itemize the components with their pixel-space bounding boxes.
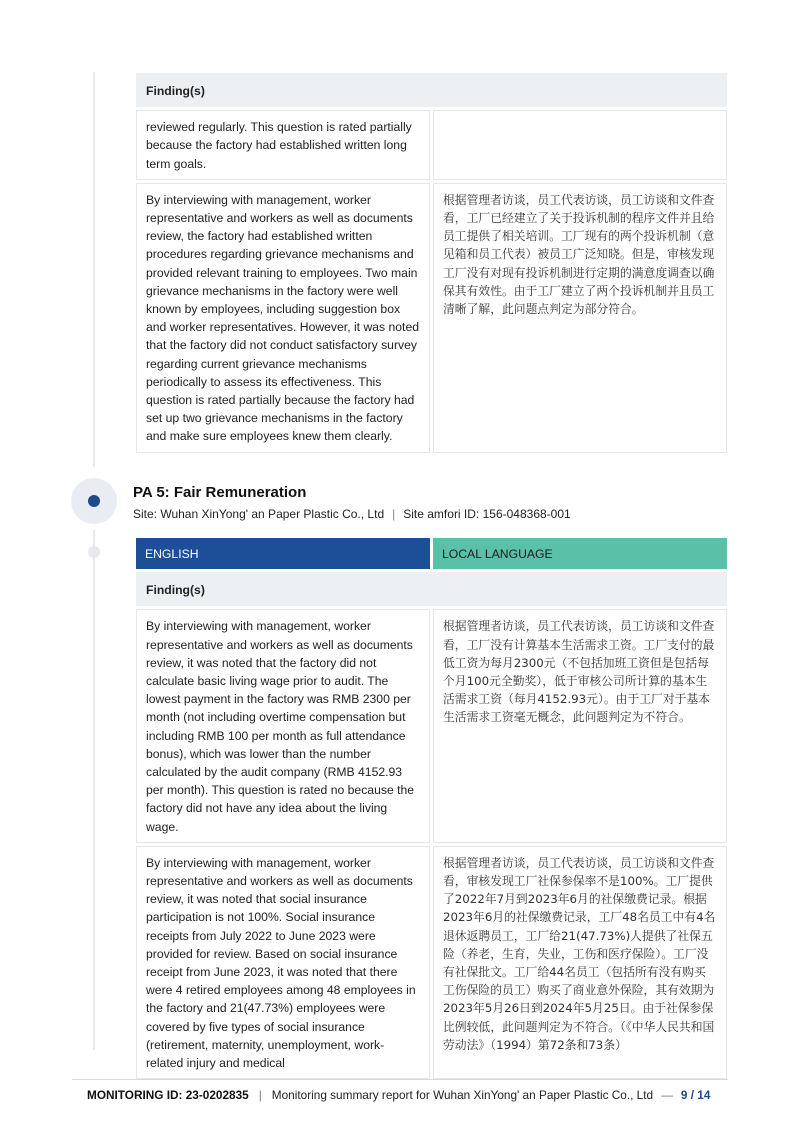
finding-en: By interviewing with management, worker representative and workers as well as documents review, the factory had established written procedures regarding grievance mechanisms and provided relevant training to employees. Two main grievance mechanisms in the factory were well known by employees, including suggestion box and worker representatives. However, it was noted that the factory did not conduct satisfactory survey regarding current grievance mechanisms periodically to assess its effectiveness. This question is rated partially because the factory had set up two grievance mechanisms in the factory and make sure employees knew them clearly. bbox=[136, 183, 430, 453]
timeline-dot-icon bbox=[88, 546, 100, 558]
monitoring-id: MONITORING ID: 23-0202835 bbox=[87, 1088, 249, 1102]
site-info bbox=[133, 507, 571, 521]
finding-local: 根据管理者访谈，员工代表访谈，员工访谈和文件查看，审核发现工厂社保参保率不是100%。工厂提供了2022年7月到2023年6月的社保缴费记录。根据2023年6月的社保缴费记录，工厂48名员工中有4名退休返聘员工，工厂给21(47.73%)人提供了社保五险（养老，生育，失业，工伤和医疗保险）。工厂没有社保批文。工厂给44名员工（包括所有没有购买工伤保险的员工）购买了商业意外保险，其有效期为2023年5月26日到2024年5月25日。由于社保参保比例较低，此问题判定为不符合。（《中华人民共和国劳动法》（1994）第72条和73条） bbox=[433, 846, 727, 1079]
section-title: PA 5: Fair Remuneration bbox=[133, 484, 307, 501]
table-row bbox=[136, 73, 727, 107]
finding-local bbox=[433, 110, 727, 180]
table-row bbox=[136, 609, 727, 842]
site-name: Site: Wuhan XinYong' an Paper Plastic Co., Ltd bbox=[133, 507, 385, 521]
findings-table-remuneration bbox=[133, 535, 730, 1082]
findings-table-grievance bbox=[133, 70, 730, 456]
table-row bbox=[136, 846, 727, 1079]
table-header-row bbox=[136, 538, 727, 569]
timeline-line-top bbox=[93, 72, 95, 467]
column-header-local: LOCAL LANGUAGE bbox=[433, 538, 727, 569]
page-number: 9 / 14 bbox=[680, 1088, 711, 1102]
footer-separator: | bbox=[258, 1088, 262, 1102]
table-row bbox=[136, 110, 727, 180]
footer-divider bbox=[72, 1079, 728, 1080]
finding-local: 根据管理者访谈，员工代表访谈，员工访谈和文件查看，工厂没有计算基本生活需求工资。工厂支付的最低工资为每月2300元（不包括加班工资但是包括每个月100元全勤奖），低于审核公司所计算的基本生活需求工资（每月4152.93元）。由于工厂对于基本生活需求工资毫无概念，此问题判定为不符合。 bbox=[433, 609, 727, 842]
findings-header: Finding(s) bbox=[136, 73, 727, 107]
timeline-line-bottom bbox=[93, 530, 95, 1050]
page-footer bbox=[87, 1088, 727, 1102]
finding-en: reviewed regularly. This question is rated partially because the factory had established written long term goals. bbox=[136, 110, 430, 180]
report-title: Monitoring summary report for Wuhan XinYong' an Paper Plastic Co., Ltd bbox=[271, 1088, 654, 1102]
site-separator: | bbox=[392, 507, 396, 521]
site-id: Site amfori ID: 156-048368-001 bbox=[403, 507, 571, 521]
finding-en: By interviewing with management, worker representative and workers as well as documents review, it was noted that the factory did not calculate basic living wage prior to audit. The lowest payment in the factory was RMB 2300 per month (not including overtime compensation but including RMB 100 per month as full attendance bonus), which was lower than the number calculated by the audit company (RMB 4152.93 per month). This question is rated no because the factory did not have any idea about the living wage. bbox=[136, 609, 430, 842]
findings-header: Finding(s) bbox=[136, 572, 727, 606]
section-marker-icon bbox=[71, 478, 117, 524]
table-row bbox=[136, 183, 727, 453]
finding-local: 根据管理者访谈，员工代表访谈，员工访谈和文件查看，工厂已经建立了关于投诉机制的程序文件并且给员工提供了相关培训。工厂现有的两个投诉机制（意见箱和员工代表）被员工广泛知晓。但是，审核发现工厂没有对现有投诉机制进行定期的满意度调查以确保其有效性。由于工厂建立了两个投诉机制并且员工清晰了解，此问题点判定为部分符合。 bbox=[433, 183, 727, 453]
table-row bbox=[136, 572, 727, 606]
footer-dash: — bbox=[661, 1088, 673, 1102]
finding-en: By interviewing with management, worker representative and workers as well as documents review, it was noted that social insurance participation is not 100%. Social insurance receipts from July 2022 to June 2023 were provided for review. Based on social insurance receipt from June 2023, it was noted that there were 4 retired employees among 48 employees in the factory and 21(47.73%) employees were covered by five types of social insurance (retirement, maternity, unemployment, work-related injury and medical bbox=[136, 846, 430, 1079]
column-header-english: ENGLISH bbox=[136, 538, 430, 569]
